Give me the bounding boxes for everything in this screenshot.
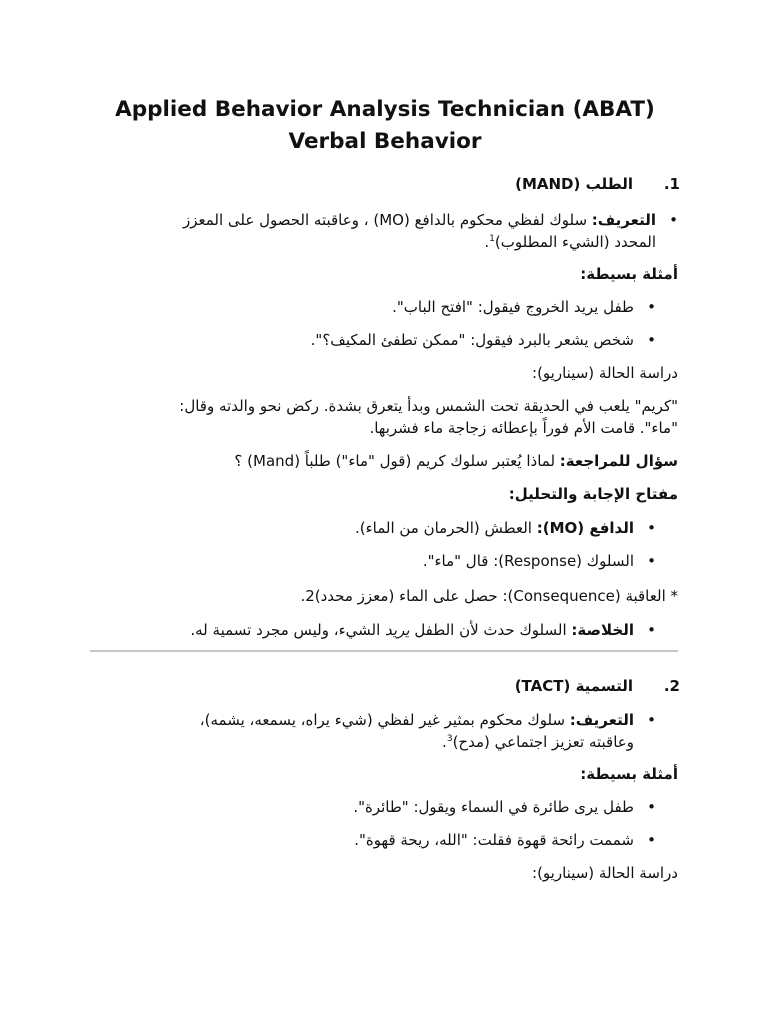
section1-definition-line2: المحدد (الشيء المطلوب)$^1$. bbox=[484, 233, 656, 251]
section1-examples-heading: أمثلة بسيطة: bbox=[580, 265, 678, 283]
section1-question-label: سؤال للمراجعة: bbox=[559, 452, 678, 470]
section1-definition-label: التعريف: bbox=[591, 211, 656, 229]
section1-question: سؤال للمراجعة: لماذا يُعتبر سلوك كريم (قول "ماء") طلباً (Mand) ؟ bbox=[234, 452, 678, 470]
section2-example2: • شممت رائحة قهوة فقلت: "الله، ريحة قهوة". bbox=[354, 831, 656, 849]
section2-number: .2 bbox=[663, 677, 680, 695]
section1-answer-heading: مفتاح الإجابة والتحليل: bbox=[508, 485, 678, 503]
section1-case-label: دراسة الحالة (سيناريو): bbox=[532, 364, 678, 382]
section-divider bbox=[90, 650, 678, 652]
section2-definition-line2: وعاقبته تعزيز اجتماعي (مدح)$^3$. bbox=[442, 733, 634, 751]
section1-number: .1 bbox=[663, 175, 680, 193]
section2-heading: التسمية (TACT) bbox=[514, 677, 633, 695]
footnote-ref-1: 1 bbox=[489, 234, 495, 244]
section1-case-line2: "ماء". قامت الأم فوراً بإعطائه زجاجة ماء فشربها. bbox=[369, 419, 678, 437]
bullet-glyph: • bbox=[669, 211, 678, 229]
section1-behavior: • السلوك (Response): قال "ماء". bbox=[422, 552, 656, 570]
section1-case-line1: "كريم" يلعب في الحديقة تحت الشمس وبدأ يتعرق بشدة. ركض نحو والدته وقال: bbox=[179, 397, 678, 415]
section2-examples-heading: أمثلة بسيطة: bbox=[580, 765, 678, 783]
section1-example2: • شخص يشعر بالبرد فيقول: "ممكن تطفئ المكيف؟". bbox=[310, 331, 656, 349]
section1-heading-en: (MAND) bbox=[515, 175, 581, 193]
section2-case-label: دراسة الحالة (سيناريو): bbox=[532, 864, 678, 882]
section1-example1: • طفل يريد الخروج فيقول: "افتح الباب". bbox=[392, 298, 656, 316]
section2-definition-line1: • التعريف: سلوك محكوم بمثير غير لفظي (شيء يراه، يسمعه، يشمه)، bbox=[199, 711, 656, 729]
section1-heading-ar: الطلب bbox=[585, 175, 633, 193]
section1-definition-line1 bbox=[182, 208, 678, 232]
section1-motive: • الدافع (MO): العطش (الحرمان من الماء). bbox=[354, 519, 656, 537]
footnote-ref-3: 3 bbox=[446, 734, 453, 744]
section1-conclusion: • الخلاصة: السلوك حدث لأن الطفل يريد الشيء، وليس مجرد تسمية له. bbox=[190, 621, 656, 639]
section1-consequence: * العاقبة (Consequence): حصل على الماء (معزز محدد)2. bbox=[300, 587, 678, 605]
section1-heading bbox=[515, 172, 633, 196]
section1-definition-text: سلوك لفظي محكوم بالدافع (MO) ، وعاقبته الحصول على المعزز bbox=[182, 211, 592, 229]
document-title: Applied Behavior Analysis Technician (ABAT) Verbal Behavior bbox=[115, 97, 655, 154]
section2-example1: • طفل يرى طائرة في السماء ويقول: "طائرة". bbox=[353, 798, 656, 816]
